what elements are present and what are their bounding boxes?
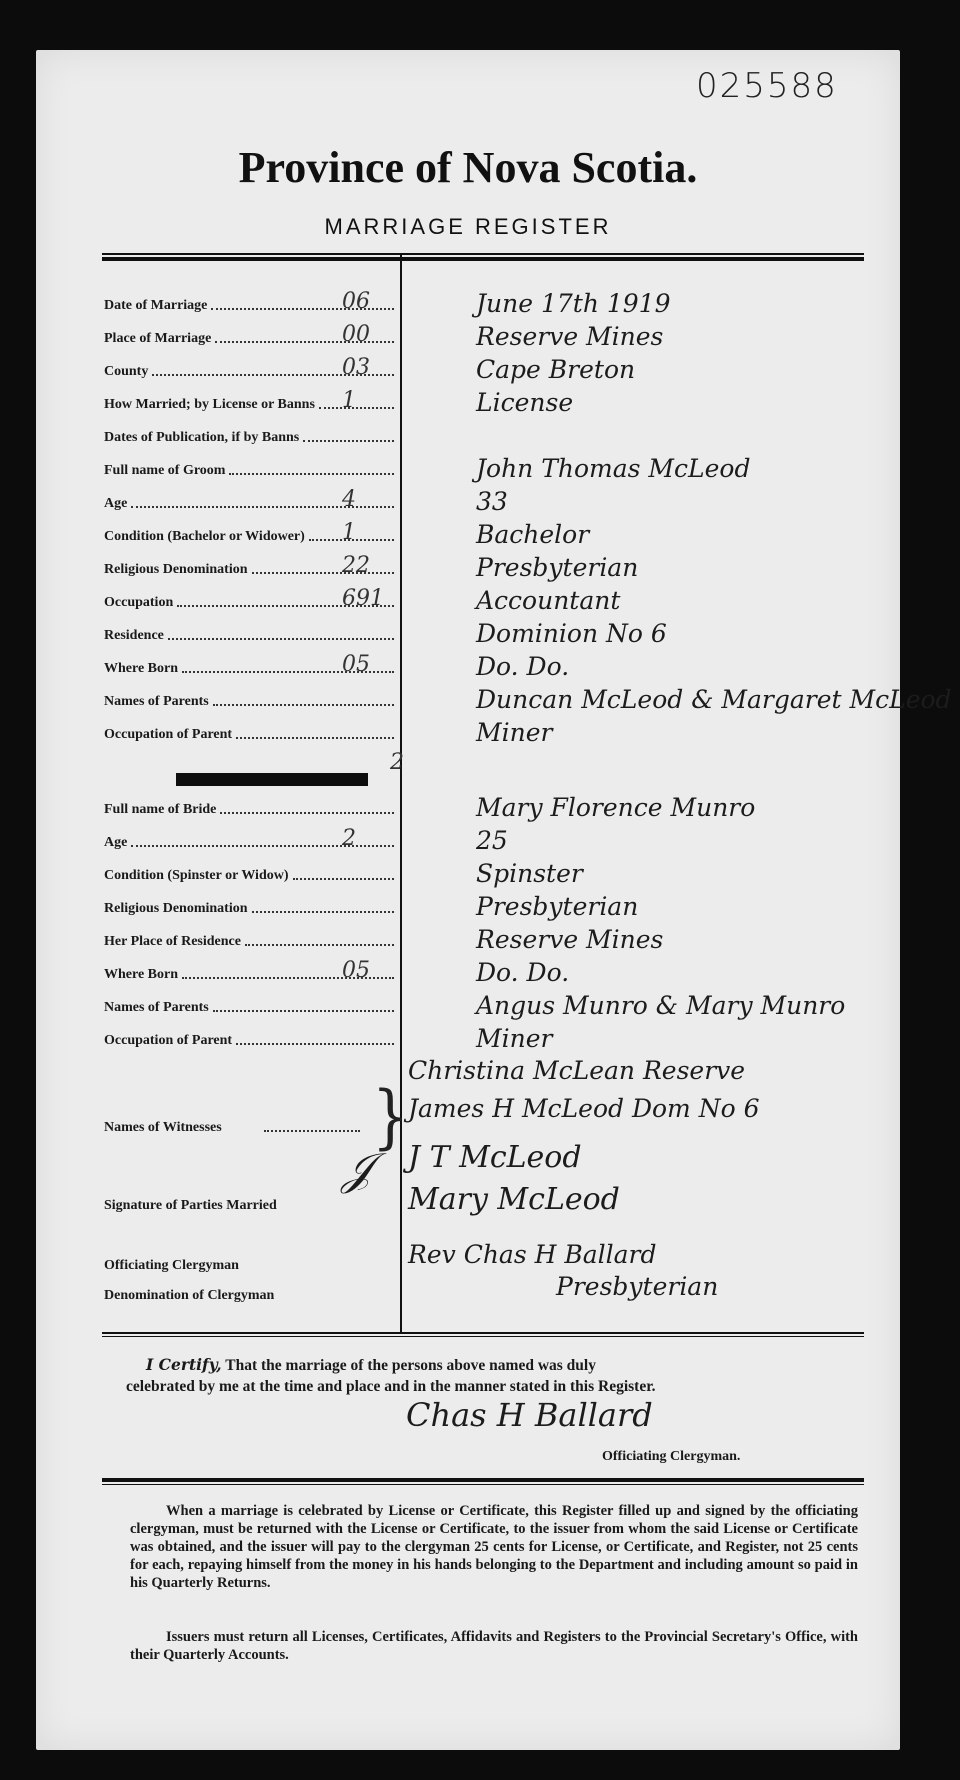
groom-field-row (104, 385, 864, 415)
groom-field-row (104, 682, 952, 714)
groom-field-value: Miner (476, 718, 553, 747)
bride-field-value: Angus Munro & Mary Munro (476, 991, 846, 1020)
groom-field-row (104, 550, 864, 580)
groom-field-code: 05 (342, 652, 370, 677)
leader-dots (236, 737, 394, 739)
groom-field-row (104, 484, 864, 514)
groom-field-label: Residence (104, 628, 164, 643)
denomination-row (104, 1276, 864, 1306)
clergy-label: Officiating Clergyman (104, 1258, 239, 1273)
leader-dots (213, 704, 394, 706)
groom-field-label: Occupation of Parent (104, 727, 233, 742)
bride-section-bar (176, 773, 368, 786)
cert-rule-top (102, 1332, 864, 1334)
groom-field-label: How Married; by License or Banns (104, 397, 315, 412)
bride-field-row (104, 922, 864, 952)
certify-line-1 (146, 1354, 846, 1377)
witness-1: Christina McLean Reserve (408, 1056, 746, 1085)
groom-field-label: Age (104, 496, 128, 511)
form-subtitle: MARRIAGE REGISTER (324, 214, 612, 239)
bride-field-value: Miner (476, 1024, 553, 1053)
leader-dots (236, 1043, 394, 1045)
groom-field-row (104, 583, 864, 613)
groom-field-label: Religious Denomination (104, 562, 248, 577)
groom-field-value: Cape Breton (476, 355, 636, 384)
groom-field-value: Accountant (476, 586, 621, 615)
cert-rule-top-thin (102, 1336, 864, 1337)
leader-dots (245, 944, 394, 946)
groom-field-label: Dates of Publication, if by Banns (104, 430, 300, 445)
groom-field-label: County (104, 364, 149, 379)
bride-field-label: Age (104, 835, 128, 850)
groom-field-value: Duncan McLeod & Margaret McLeod (476, 685, 952, 714)
bride-field-row (104, 856, 864, 886)
groom-field-row (104, 418, 864, 448)
footer-rule-thin (102, 1484, 864, 1485)
denomination-value: Presbyterian (556, 1272, 719, 1301)
groom-field-value: June 17th 1919 (476, 289, 671, 318)
groom-field-code: 22 (342, 553, 370, 578)
groom-field-code: 06 (342, 289, 370, 314)
certify-heading: I Certify, (146, 1355, 222, 1374)
groom-field-label: Date of Marriage (104, 298, 208, 313)
certify-text-2: celebrated by me at the time and place and in the manner stated in this Register. (126, 1378, 656, 1395)
leader-dots (168, 638, 394, 640)
groom-field-value: Reserve Mines (476, 322, 664, 351)
groom-field-row (104, 451, 864, 481)
register-form (36, 50, 952, 1750)
groom-field-value: Presbyterian (476, 553, 639, 582)
denomination-label: Denomination of Clergyman (104, 1288, 275, 1303)
groom-field-code: 1 (342, 388, 356, 413)
bride-field-row (104, 1021, 864, 1051)
groom-field-value: John Thomas McLeod (476, 454, 751, 483)
witness-2: James H McLeod Dom No 6 (408, 1094, 760, 1123)
footer-rule (102, 1478, 864, 1482)
leader-dots (252, 572, 394, 574)
header-rule (102, 253, 864, 255)
groom-field-code: 00 (342, 322, 370, 347)
stamp-number: 025588 (696, 66, 838, 106)
bride-field-label: Occupation of Parent (104, 1033, 233, 1048)
certify-signature: Chas H Ballard (406, 1396, 653, 1434)
leader-dots (319, 407, 394, 409)
groom-field-value: License (476, 388, 574, 417)
bride-field-code: 05 (342, 958, 370, 983)
bride-field-label: Her Place of Residence (104, 934, 241, 949)
witnesses-brace: } (372, 1075, 409, 1157)
groom-field-row (104, 286, 864, 316)
bride-field-value: 25 (476, 826, 508, 855)
groom-field-row (104, 517, 864, 547)
bride-field-label: Religious Denomination (104, 901, 248, 916)
groom-field-value: 33 (476, 487, 508, 516)
bride-field-label: Condition (Spinster or Widow) (104, 868, 289, 883)
groom-field-label: Occupation (104, 595, 174, 610)
bride-field-row (104, 790, 864, 820)
groom-field-label: Place of Marriage (104, 331, 212, 346)
groom-field-code: 691 (342, 586, 384, 611)
groom-field-value: Do. Do. (476, 652, 570, 681)
groom-field-code: 1 (342, 520, 356, 545)
leader-dots (293, 878, 394, 880)
leader-dots (220, 812, 394, 814)
parties-flourish: 𝒥 (342, 1144, 373, 1195)
groom-field-value: Dominion No 6 (476, 619, 667, 648)
bride-field-code: 2 (342, 826, 356, 851)
groom-field-label: Names of Parents (104, 694, 209, 709)
bride-field-value: Reserve Mines (476, 925, 664, 954)
certify-text-1: That the marriage of the persons above named was duly (225, 1357, 596, 1374)
groom-field-row (104, 649, 864, 679)
leader-dots (252, 911, 394, 913)
bride-field-value: Mary Florence Munro (476, 793, 756, 822)
form-title: Province of Nova Scotia. (238, 143, 698, 192)
groom-field-value: Bachelor (476, 520, 590, 549)
groom-field-code: 03 (342, 355, 370, 380)
bride-field-label: Where Born (104, 967, 179, 982)
party-groom-signature: J T McLeod (408, 1140, 582, 1175)
party-bride-signature: Mary McLeod (408, 1182, 620, 1217)
leader-dots (229, 473, 394, 475)
groom-field-row (104, 616, 864, 646)
bride-field-row (104, 988, 864, 1018)
bride-field-value: Presbyterian (476, 892, 639, 921)
groom-field-label: Where Born (104, 661, 179, 676)
witnesses-label: Names of Witnesses (104, 1120, 222, 1135)
footer-issuers-note: Issuers must return all Licenses, Certificates, Affidavits and Registers to the Provincial Secretary's Office, with their Quarterly Accounts. (130, 1629, 858, 1663)
bride-field-row (104, 889, 864, 919)
bride-field-value: Do. Do. (476, 958, 570, 987)
bride-section-code: 2 (390, 750, 404, 775)
footer-instructions: When a marriage is celebrated by License or Certificate, this Register filled up and signed by the officiating clergyman, must be returned with the License or Certificate, to the issuer from whom the said License or Certificate was obtained, and the issuer will pay to the clergyman 25 cents for License, or Certificate, and Register, not 25 cents for each, repaying himself from the money in his hands belonging to the Department and including amount so paid in his Quarterly Returns. (130, 1503, 858, 1591)
certify-role: Officiating Clergyman. (602, 1449, 741, 1464)
groom-field-label: Full name of Groom (104, 463, 226, 478)
bride-field-label: Full name of Bride (104, 802, 217, 817)
header-rule-thick (102, 257, 864, 261)
bride-field-row (104, 823, 864, 853)
leader-dots (303, 440, 394, 442)
bride-field-label: Names of Parents (104, 1000, 209, 1015)
leader-dots (213, 1010, 394, 1012)
parties-label: Signature of Parties Married (104, 1198, 277, 1213)
bride-field-row (104, 955, 864, 985)
clergy-value: Rev Chas H Ballard (408, 1240, 657, 1269)
groom-field-code: 4 (342, 487, 356, 512)
groom-field-label: Condition (Bachelor or Widower) (104, 529, 305, 544)
groom-field-row (104, 715, 864, 745)
groom-field-row (104, 319, 864, 349)
bride-field-value: Spinster (476, 859, 583, 888)
groom-field-row (104, 352, 864, 382)
